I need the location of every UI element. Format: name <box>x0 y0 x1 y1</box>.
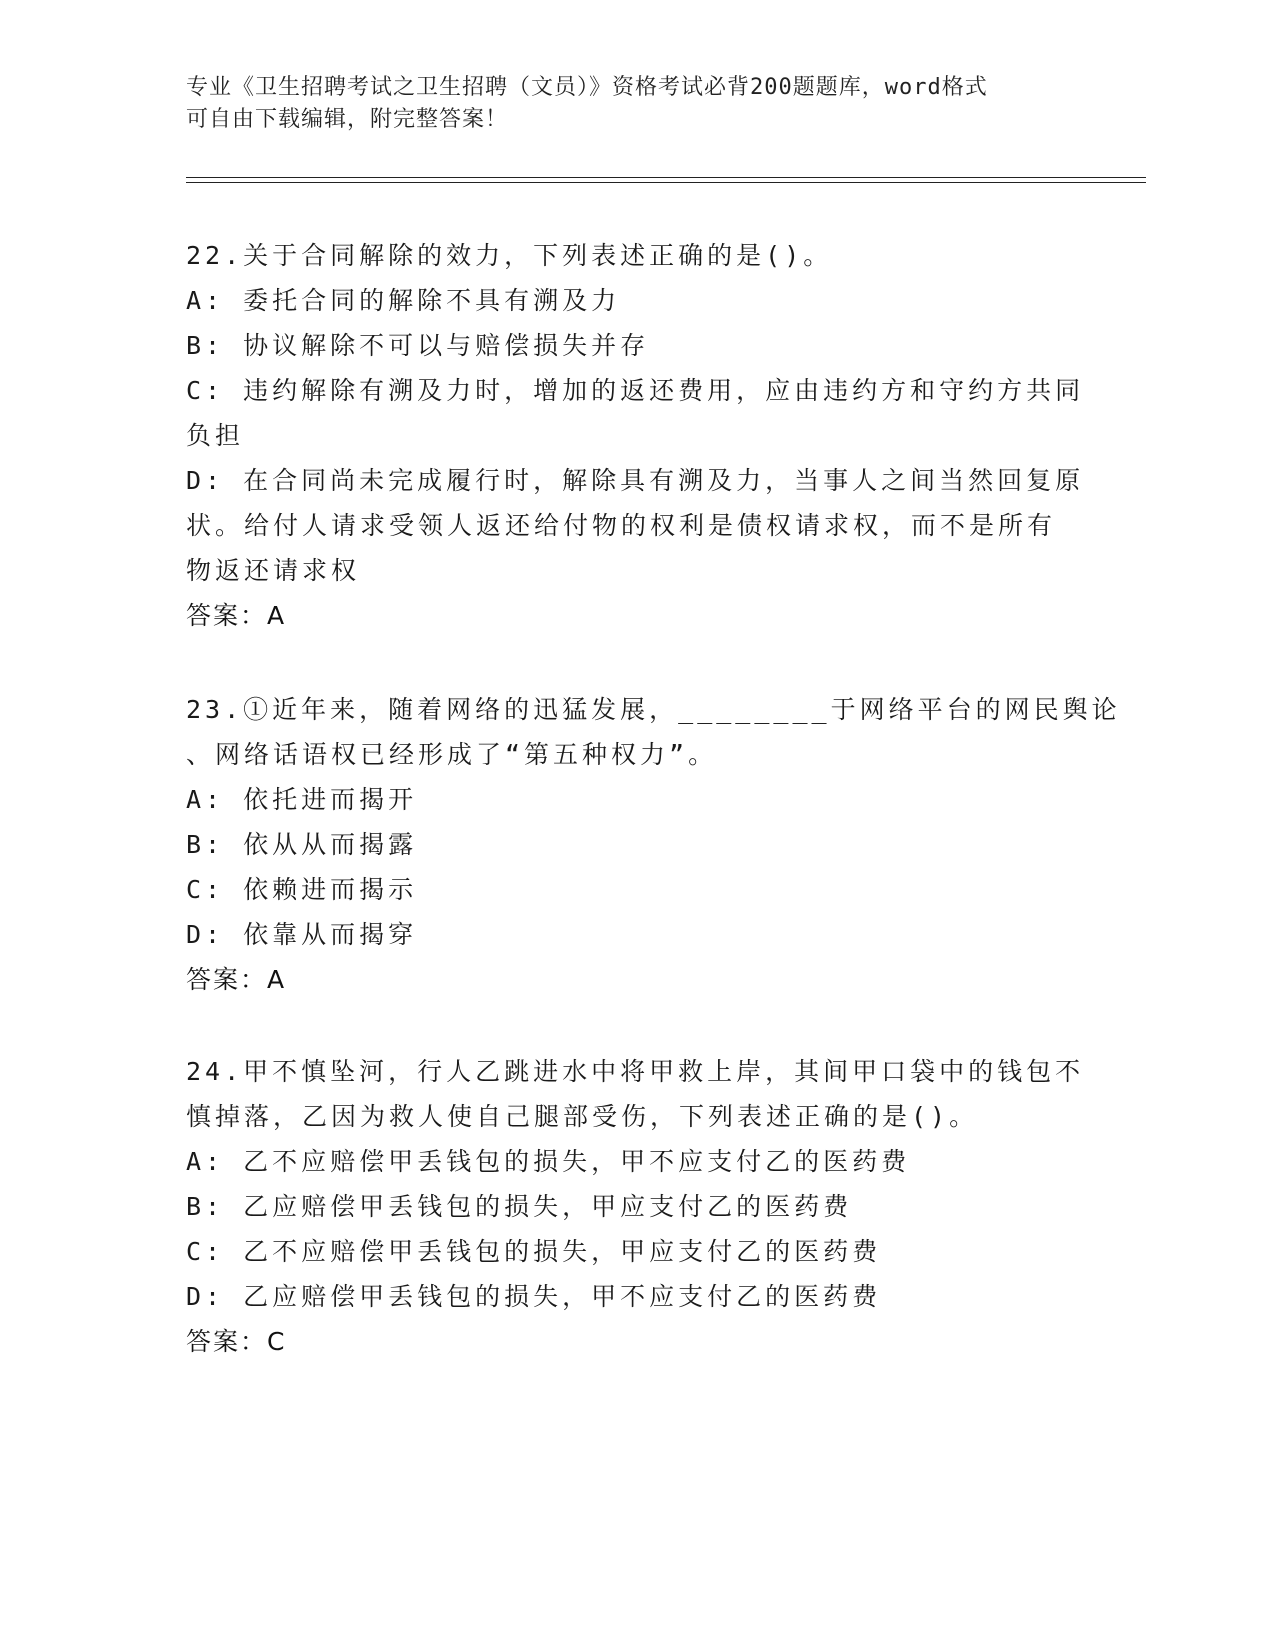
question-stem: 23.①近年来，随着网络的迅猛发展，________于网络平台的网民舆论 <box>186 695 1121 724</box>
option-d: D: 在合同尚未完成履行时，解除具有溯及力，当事人之间当然回复原 <box>186 466 1085 495</box>
question-22 <box>186 233 1085 638</box>
option-c: C: 依赖进而揭示 <box>186 875 418 904</box>
document-header <box>186 72 1066 136</box>
question-24 <box>186 1049 1085 1364</box>
option-d-continued: 状。给付人请求受领人返还给付物的权利是债权请求权，而不是所有 <box>186 511 1057 540</box>
option-a: A: 委托合同的解除不具有溯及力 <box>186 286 621 315</box>
answer-key: 答案：A <box>186 965 287 994</box>
header-divider-top <box>186 177 1146 178</box>
question-stem-continued: 、网络话语权已经形成了“第五种权力”。 <box>186 740 718 769</box>
option-b: B: 依从从而揭露 <box>186 830 418 859</box>
header-title-line-1: 专业《卫生招聘考试之卫生招聘（文员）》资格考试必背200题题库，word格式 <box>186 75 988 100</box>
question-stem-continued: 慎掉落，乙因为救人使自己腿部受伤，下列表述正确的是()。 <box>186 1102 979 1131</box>
option-d: D: 乙应赔偿甲丢钱包的损失，甲不应支付乙的医药费 <box>186 1282 882 1311</box>
header-divider-bottom <box>186 182 1146 183</box>
option-c-continued: 负担 <box>186 421 245 450</box>
answer-key: 答案：A <box>186 601 287 630</box>
option-c: C: 乙不应赔偿甲丢钱包的损失，甲应支付乙的医药费 <box>186 1237 882 1266</box>
option-d: D: 依靠从而揭穿 <box>186 920 418 949</box>
question-stem: 24.甲不慎坠河，行人乙跳进水中将甲救上岸，其间甲口袋中的钱包不 <box>186 1057 1085 1086</box>
option-b: B: 乙应赔偿甲丢钱包的损失，甲应支付乙的医药费 <box>186 1192 853 1221</box>
option-a: A: 依托进而揭开 <box>186 785 418 814</box>
question-stem: 22.关于合同解除的效力，下列表述正确的是()。 <box>186 241 833 270</box>
header-title-line-2: 可自由下载编辑，附完整答案！ <box>186 107 509 132</box>
option-a: A: 乙不应赔偿甲丢钱包的损失，甲不应支付乙的医药费 <box>186 1147 911 1176</box>
option-b: B: 协议解除不可以与赔偿损失并存 <box>186 331 650 360</box>
question-23 <box>186 687 1121 1002</box>
answer-key: 答案：C <box>186 1327 287 1356</box>
option-d-continued: 物返还请求权 <box>186 556 361 585</box>
option-c: C: 违约解除有溯及力时，增加的返还费用，应由违约方和守约方共同 <box>186 376 1085 405</box>
